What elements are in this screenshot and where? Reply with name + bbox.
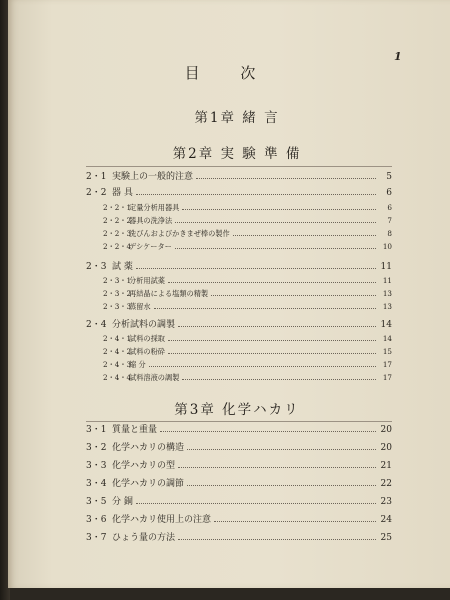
toc-entry [86,440,392,454]
entry-title: 分析用試薬 [129,276,165,285]
toc-entry [86,494,392,508]
leader-dots [196,178,376,179]
entry-title: 試 薬 [112,262,133,272]
toc-subentry [103,229,392,243]
toc-subentry [103,334,392,348]
leader-dots [214,521,376,522]
entry-number: 2・4 [86,320,107,330]
entry-title: 分析試料の調製 [112,320,176,330]
leader-dots [168,340,376,341]
toc-entry [86,259,392,273]
entry-number: 3・2 [86,443,107,453]
leader-dots [211,295,376,296]
entry-number: 2・2 [86,188,107,198]
entry-page: 24 [380,515,392,525]
leader-dots [187,485,376,486]
toc-subentry [103,360,392,374]
entry-title: 化学ハカリの調節 [112,479,185,489]
toc-subentry [103,276,392,290]
entry-title: 再結晶による塩類の精製 [129,289,209,298]
entry-title: 洗びんおよびかきまぜ棒の製作 [129,229,230,238]
entry-title: 化学ハカリ使用上の注意 [112,515,212,525]
entry-title: 化学ハカリの型 [112,461,176,471]
entry-number: 2・3・2 [103,289,132,298]
entry-page: 13 [382,302,392,311]
toc-entry [86,530,392,544]
entry-page: 14 [382,334,392,343]
toc-entry [86,458,392,472]
entry-number: 2・4・2 [103,347,132,356]
entry-page: 17 [382,360,392,369]
entry-page: 6 [387,203,392,212]
toc-subentry [103,302,392,316]
entry-number: 2・2・2 [103,216,132,225]
entry-number: 3・6 [86,515,107,525]
toc-entry [86,169,392,183]
entry-page: 11 [380,262,392,272]
entry-page: 13 [382,289,392,298]
toc-entry [86,476,392,490]
entry-page: 23 [380,497,392,507]
leader-dots [182,209,376,210]
entry-number: 3・3 [86,461,107,471]
entry-page: 20 [380,443,392,453]
entry-number: 2・4・3 [103,360,132,369]
divider [86,166,392,167]
entry-number: 2・4・4 [103,373,132,382]
entry-number: 2・2・3 [103,229,132,238]
entry-title: 実験上の一般的注意 [112,172,194,182]
entry-number: 3・5 [86,497,107,507]
chapter-2-heading: 第2章 実 験 準 備 [172,146,302,162]
entry-page: 14 [380,320,392,330]
entry-page: 8 [387,229,392,238]
leader-dots [187,449,376,450]
toc-title: 目 次 [184,64,274,82]
entry-number: 2・3・3 [103,302,132,311]
entry-number: 3・1 [86,425,107,435]
entry-page: 22 [380,479,392,489]
page-number: 1 [394,50,402,63]
toc-subentry [103,216,392,230]
entry-page: 10 [382,242,392,251]
leader-dots [178,467,376,468]
leader-dots [136,268,376,269]
entry-title: 試料の粉砕 [129,347,165,356]
entry-page: 20 [380,425,392,435]
leader-dots [233,235,376,236]
entry-page: 11 [382,276,392,285]
entry-number: 2・2・4 [103,242,132,251]
leader-dots [175,222,376,223]
entry-title: 試料の採取 [129,334,165,343]
entry-page: 17 [382,373,392,382]
entry-number: 3・4 [86,479,107,489]
entry-title: 試料溶液の調製 [129,373,180,382]
leader-dots [175,248,376,249]
entry-title: 器 具 [112,188,133,198]
entry-number: 2・3・1 [103,276,132,285]
entry-title: 縮 分 [129,360,146,369]
entry-page: 6 [386,188,392,198]
entry-title: 分 銅 [112,497,133,507]
leader-dots [160,431,376,432]
entry-title: 定量分析用器具 [129,203,180,212]
toc-subentry [103,347,392,361]
entry-page: 15 [382,347,392,356]
entry-title: ひょう量の方法 [112,533,176,543]
entry-title: デシケーター [129,242,172,251]
entry-title: 蒸留水 [129,302,151,311]
toc-subentry [103,373,392,387]
toc-subentry [103,203,392,217]
leader-dots [136,503,376,504]
leader-dots [149,366,376,367]
toc-subentry [103,289,392,303]
entry-page: 21 [380,461,392,471]
leader-dots [182,379,376,380]
entry-number: 3・7 [86,533,107,543]
book-page [8,0,450,588]
toc-entry [86,422,392,436]
entry-title: 質量と重量 [112,425,158,435]
leader-dots [178,539,376,540]
entry-page: 5 [386,172,392,182]
toc-entry [86,185,392,199]
toc-entry [86,512,392,526]
entry-number: 2・1 [86,172,107,182]
leader-dots [168,353,376,354]
leader-dots [136,194,376,195]
toc-subentry [103,242,392,256]
chapter-1-heading: 第1章 緒 言 [194,110,280,126]
entry-title: 器具の洗浄法 [129,216,173,225]
entry-number: 2・3 [86,262,107,272]
entry-number: 2・2・1 [103,203,132,212]
toc-entry [86,317,392,331]
leader-dots [178,326,376,327]
entry-page: 7 [387,216,392,225]
leader-dots [154,308,376,309]
entry-page: 25 [380,533,392,543]
chapter-3-heading: 第3章 化学ハカリ [174,402,300,418]
entry-number: 2・4・1 [103,334,132,343]
leader-dots [168,282,376,283]
entry-title: 化学ハカリの構造 [112,443,185,453]
